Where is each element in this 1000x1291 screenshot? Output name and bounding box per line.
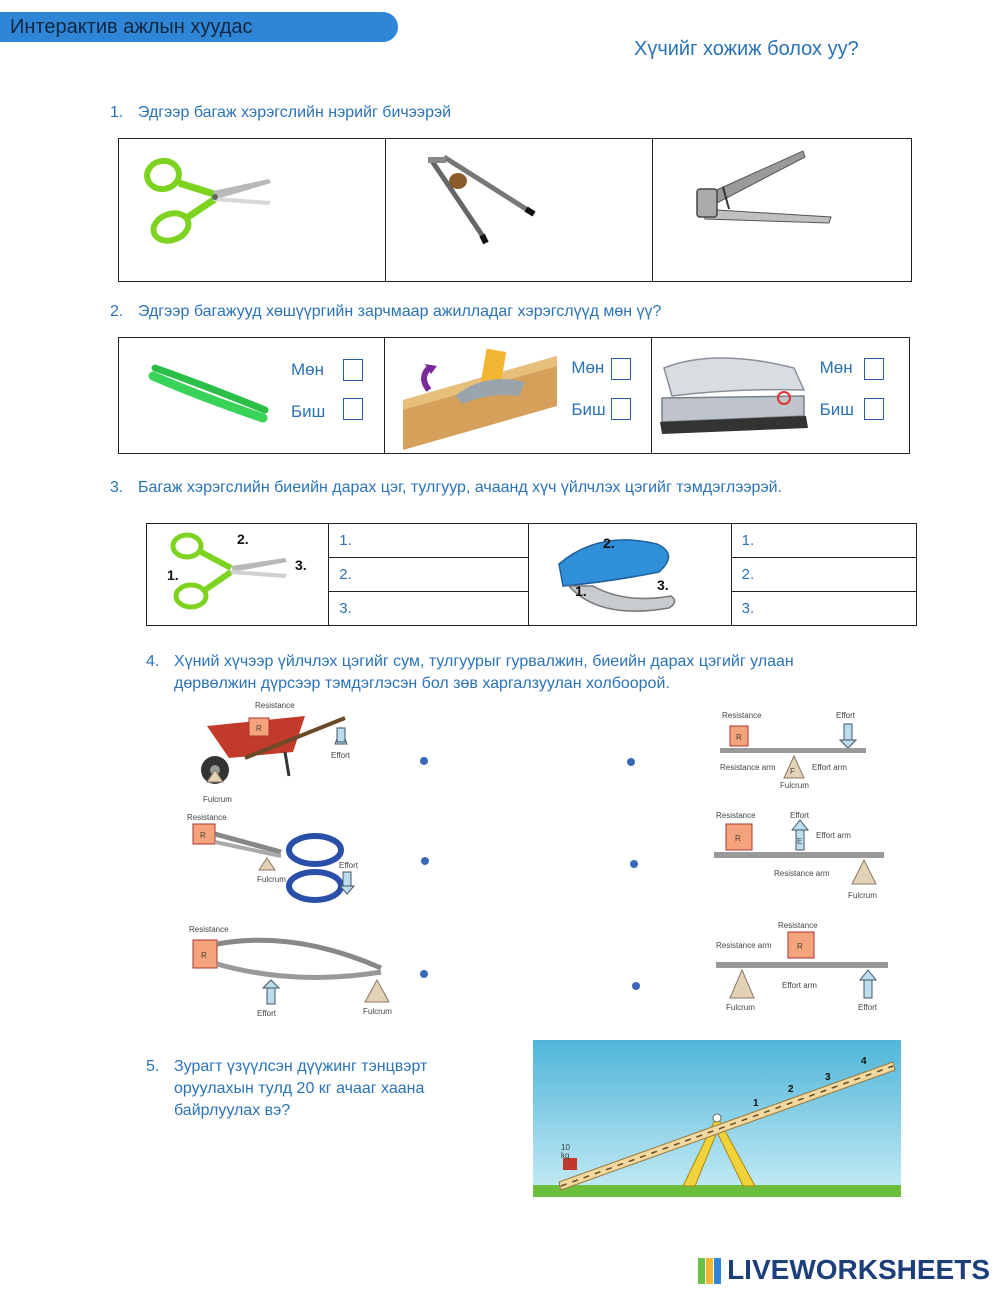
q2-2-no-label: Биш — [571, 400, 606, 419]
lever3-resistance-arm-label: Resistance arm — [716, 941, 772, 950]
q3-left-row-3[interactable] — [329, 592, 528, 626]
question-2-text: Эдгээр багажууд хөшүүргийн зарчмаар ажилладаг хэрэгслүүд мөн үү? — [138, 303, 662, 320]
match-dot-right-1[interactable] — [627, 758, 635, 766]
q2-1-no-checkbox[interactable] — [343, 398, 363, 420]
seesaw-mark-1: 1 — [753, 1098, 759, 1109]
q2-1-no-label: Биш — [291, 402, 326, 421]
scissors-image — [119, 139, 385, 276]
scissors-diagram — [185, 812, 360, 916]
tongs-fulcrum-label: Fulcrum — [363, 1007, 392, 1016]
lever1-effort-label: Effort — [836, 711, 855, 720]
lever3-r-marker: R — [797, 942, 803, 951]
scissors-fulcrum-label: Fulcrum — [257, 875, 286, 884]
q3-right-row-3-num: 3. — [741, 599, 755, 617]
seesaw-image — [533, 1040, 901, 1197]
question-2-number: 2. — [110, 303, 124, 320]
question-5-line-3: байрлуулах вэ? — [174, 1102, 291, 1119]
question-4 — [146, 651, 794, 695]
tweezers-image — [139, 338, 289, 453]
match-dot-left-2[interactable] — [421, 857, 429, 865]
seesaw-mark-3: 3 — [825, 1072, 831, 1083]
question-5-line-2: оруулахын тулд 20 кг ачааг хаана — [174, 1080, 425, 1097]
question-5 — [146, 1056, 427, 1122]
match-dot-right-3[interactable] — [632, 982, 640, 990]
q3-right-row-1-num: 1. — [741, 531, 755, 549]
q3-cell-scissors — [147, 524, 329, 626]
question-4-line-2: дөрвөлжин дүрсээр тэмдэглэсэн бол зөв харгалзуулан холбоорой. — [174, 675, 670, 692]
seesaw-mark-4: 4 — [861, 1056, 867, 1067]
q1-cell-nutcracker[interactable] — [386, 139, 653, 282]
nail-clipper-image — [653, 139, 911, 276]
q3-left-row-1-num: 1. — [339, 531, 352, 549]
q3-right-row-2[interactable] — [731, 558, 916, 592]
wheelbarrow-resistance-label: Resistance — [255, 701, 295, 710]
wheelbarrow-diagram — [185, 700, 360, 808]
scissors-resistance-label: Resistance — [187, 813, 227, 822]
match-dot-left-3[interactable] — [420, 970, 428, 978]
scissors-effort-label: Effort — [339, 861, 358, 870]
q1-table — [118, 138, 912, 282]
q2-1-yes-checkbox[interactable] — [343, 359, 363, 381]
q3-stapler-label-2: 2. — [602, 535, 615, 551]
q1-cell-nailclipper[interactable] — [653, 139, 912, 282]
q2-3-no-checkbox[interactable] — [864, 398, 884, 420]
q3-stapler-image — [529, 524, 732, 624]
q3-left-row-3-num: 3. — [339, 599, 352, 617]
q3-right-row-3[interactable] — [731, 592, 916, 626]
seesaw-weight-value: 10 — [561, 1143, 570, 1152]
lever3-effort-arm-label: Effort arm — [782, 981, 817, 990]
q3-left-row-2-num: 2. — [339, 565, 352, 583]
q3-left-row-2[interactable] — [329, 558, 528, 592]
question-2 — [110, 303, 661, 321]
q2-1-yes-label: Мөн — [291, 360, 325, 379]
stapler-image — [654, 338, 814, 453]
q3-cell-stapler — [528, 524, 731, 626]
lever2-effort-arm-label: Effort arm — [816, 831, 851, 840]
question-1 — [110, 104, 451, 122]
lever1-fulcrum-label: Fulcrum — [780, 781, 809, 790]
match-dot-left-1[interactable] — [420, 757, 428, 765]
q2-2-yes-label: Мөн — [571, 358, 605, 377]
question-3-text: Багаж хэрэгслийн биеийн дарах цэг, тулгуур, ачаанд хүч үйлчлэх цэгийг тэмдэглээрэй. — [138, 479, 782, 496]
lever-diagram-1 — [712, 708, 872, 794]
q3-right-row-1[interactable] — [731, 524, 916, 558]
liveworksheets-logo-icon — [698, 1258, 722, 1284]
wheelbarrow-effort-label: Effort — [331, 751, 350, 760]
question-3 — [110, 479, 782, 497]
nutcracker-image — [386, 139, 652, 276]
q2-cell-stapler — [651, 338, 909, 454]
lever1-effort-arm-label: Effort arm — [812, 763, 847, 772]
q3-left-row-1[interactable] — [329, 524, 528, 558]
q3-right-row-2-num: 2. — [741, 565, 755, 583]
q3-scissors-label-1: 1. — [167, 567, 179, 583]
lever2-resistance-arm-label: Resistance arm — [774, 869, 830, 878]
q3-scissors-label-3: 3. — [295, 557, 307, 573]
lever2-resistance-label: Resistance — [716, 811, 756, 820]
q3-stapler-label-1: 1. — [574, 583, 587, 599]
question-4-line-1: Хүний хүчээр үйлчлэх цэгийг сум, тулгуурыг гурвалжин, биеийн дарах цэгийг улаан — [174, 653, 794, 670]
scissors-r-marker: R — [200, 831, 206, 840]
lever3-effort-label: Effort — [858, 1003, 877, 1012]
q2-cell-tweezers — [119, 338, 385, 454]
question-5-line-1: Зурагт үзүүлсэн дүүжинг тэнцвэрт — [174, 1058, 428, 1075]
lever1-resistance-arm-label: Resistance arm — [720, 763, 776, 772]
lever-diagram-2 — [712, 808, 887, 904]
lever1-f-marker: F — [790, 767, 795, 776]
wheelbarrow-r-marker: R — [256, 724, 262, 733]
q3-scissors-image — [147, 524, 329, 624]
seesaw-mark-2: 2 — [788, 1084, 794, 1095]
question-5-number: 5. — [146, 1058, 160, 1075]
q1-cell-scissors[interactable] — [119, 139, 386, 282]
hammer-image — [385, 338, 565, 453]
q2-3-yes-label: Мөн — [819, 358, 853, 377]
lever2-r-marker: R — [735, 834, 741, 843]
worksheet-banner: Интерактив ажлын хуудас — [0, 12, 398, 42]
lever2-e-marker: E — [797, 837, 803, 846]
q2-2-no-checkbox[interactable] — [611, 398, 631, 420]
q2-3-no-label: Биш — [819, 400, 854, 419]
q2-3-yes-checkbox[interactable] — [864, 358, 884, 380]
q3-table — [146, 523, 917, 626]
tongs-resistance-label: Resistance — [189, 925, 229, 934]
liveworksheets-logo[interactable]: LIVEWORKSHEETS — [727, 1254, 990, 1285]
match-dot-right-2[interactable] — [630, 860, 638, 868]
tongs-r-marker: R — [201, 951, 207, 960]
q2-table — [118, 337, 910, 454]
q2-cell-hammer — [385, 338, 651, 454]
lever3-fulcrum-label: Fulcrum — [726, 1003, 755, 1012]
q3-stapler-label-3: 3. — [656, 577, 669, 593]
tongs-effort-label: Effort — [257, 1009, 276, 1018]
q3-scissors-label-2: 2. — [237, 531, 249, 547]
lever2-fulcrum-label: Fulcrum — [848, 891, 877, 900]
seesaw-weight-unit: kg — [561, 1151, 570, 1160]
question-4-number: 4. — [146, 653, 160, 670]
worksheet-title: Хүчийг хожиж болох уу? — [634, 38, 859, 60]
q2-2-yes-checkbox[interactable] — [611, 358, 631, 380]
question-1-number: 1. — [110, 104, 124, 121]
wheelbarrow-fulcrum-label: Fulcrum — [203, 795, 232, 804]
tongs-diagram — [185, 922, 400, 1022]
question-1-text: Эдгээр багаж хэрэгслийн нэрийг бичээрэй — [138, 104, 452, 121]
lever3-resistance-label: Resistance — [778, 921, 818, 930]
lever2-effort-label: Effort — [790, 811, 809, 820]
lever-diagram-3 — [712, 918, 892, 1016]
lever1-resistance-label: Resistance — [722, 711, 762, 720]
lever1-r-marker: R — [736, 733, 742, 742]
question-3-number: 3. — [110, 479, 124, 496]
